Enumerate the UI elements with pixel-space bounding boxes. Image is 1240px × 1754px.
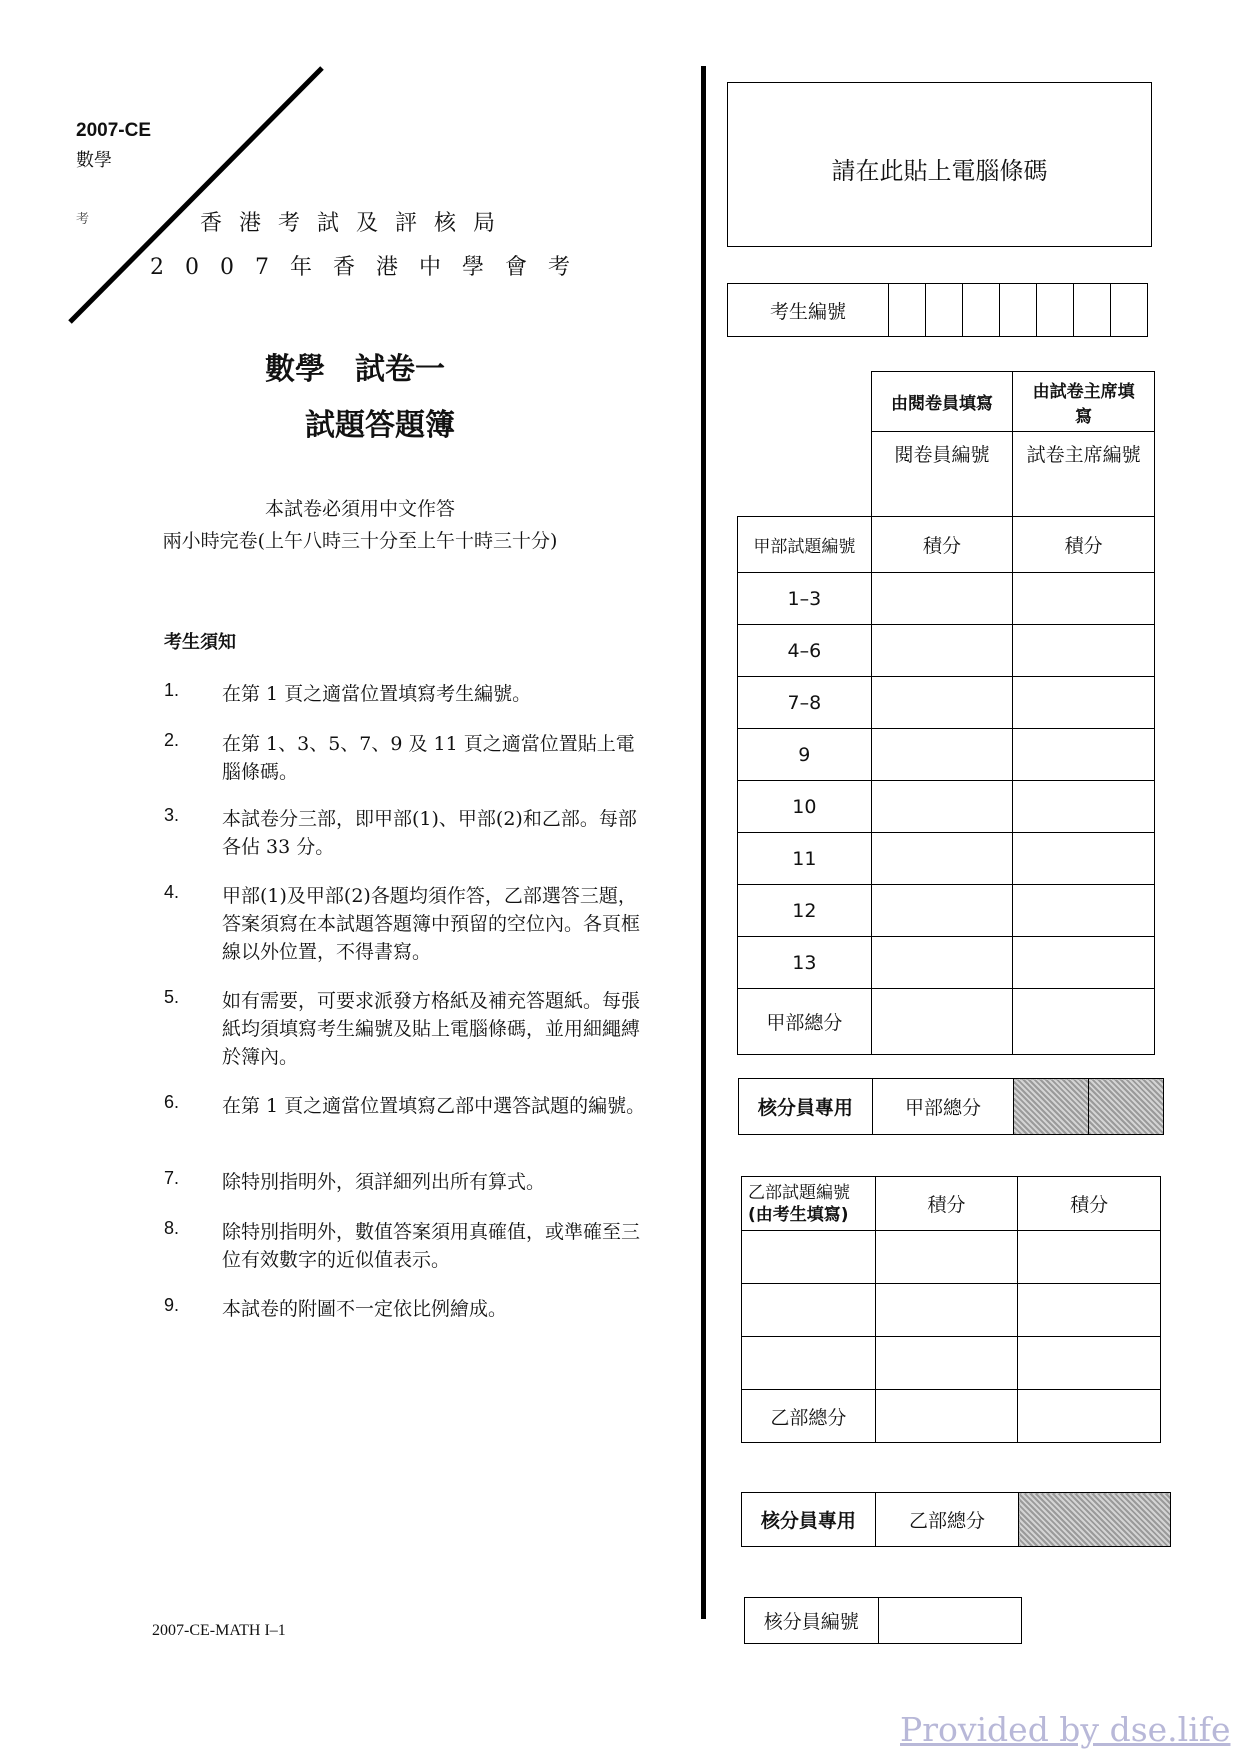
section-b-total-label: 乙部總分	[742, 1390, 876, 1443]
paper-title: 數學 試卷一	[265, 352, 445, 387]
checker-b-table	[741, 1492, 1171, 1547]
chief-number-label: 試卷主席編號	[1026, 444, 1141, 466]
diagonal-rule	[60, 60, 330, 330]
shaded-cell	[1014, 1079, 1089, 1135]
page-footer: 2007-CE-MATH I–1	[152, 1622, 286, 1639]
section-b-question-header	[742, 1177, 876, 1231]
mark-cell[interactable]	[871, 781, 1013, 833]
section-b-header-line2: (由考生填寫)	[748, 1204, 849, 1225]
mark-cell[interactable]	[1013, 781, 1155, 833]
instruction-number: 3.	[164, 805, 180, 825]
instruction-text: 本試卷分三部，即甲部(1)、甲部(2)和乙部。每部各佔 33 分。	[222, 808, 637, 858]
chief-column-header: 由試卷主席填寫	[1013, 372, 1155, 432]
question-number-cell[interactable]	[742, 1337, 876, 1390]
instruction-text: 本試卷的附圖不一定依比例繪成。	[222, 1298, 508, 1320]
mark-cell[interactable]	[871, 625, 1013, 677]
instruction-text: 除特別指明外，數值答案須用真確值，或準確至三位有效數字的近似值表示。	[222, 1221, 641, 1271]
booklet-title: 試題答題簿	[305, 408, 455, 443]
instruction-item	[164, 680, 654, 710]
question-number-cell[interactable]	[742, 1231, 876, 1284]
section-a-marks-table	[737, 371, 1155, 1055]
marker-column-header: 由閱卷員填寫	[871, 372, 1013, 432]
mark-cell[interactable]	[875, 1337, 1018, 1390]
question-row-label: 12	[738, 885, 872, 937]
checker-label: 核分員專用	[742, 1493, 876, 1547]
instruction-number: 2.	[164, 730, 180, 750]
subject-short: 數學	[76, 150, 112, 171]
question-row-label: 11	[738, 833, 872, 885]
instruction-number: 5.	[164, 987, 180, 1007]
instruction-item	[164, 1295, 654, 1325]
mark-cell[interactable]	[871, 833, 1013, 885]
checker-number-table	[744, 1597, 1022, 1644]
mark-cell[interactable]	[1013, 729, 1155, 781]
marker-number-label: 閱卷員編號	[894, 444, 990, 466]
instruction-number: 8.	[164, 1218, 180, 1238]
authority-name: 香港考試及評核局	[200, 211, 513, 236]
mark-cell[interactable]	[875, 1284, 1018, 1337]
section-a-total-label: 甲部總分	[738, 989, 872, 1055]
instruction-item	[164, 882, 654, 972]
mark-cell[interactable]	[1013, 677, 1155, 729]
exam-name: 2007年香港中學會考	[150, 255, 591, 280]
shaded-cell	[1089, 1079, 1164, 1135]
instruction-item	[164, 730, 654, 790]
instruction-text: 如有需要，可要求派發方格紙及補充答題紙。每張紙均須填寫考生編號及貼上電腦條碼，並用細繩縛於簿內。	[222, 990, 641, 1068]
total-cell[interactable]	[1013, 989, 1155, 1055]
marks-header: 積分	[871, 517, 1013, 573]
mark-cell[interactable]	[1018, 1231, 1161, 1284]
digit-box[interactable]	[1000, 284, 1037, 336]
digit-box[interactable]	[963, 284, 1000, 336]
mark-cell[interactable]	[1013, 937, 1155, 989]
mark-cell[interactable]	[1013, 885, 1155, 937]
time-note: 兩小時完卷(上午八時三十分至上午十時三十分)	[162, 530, 558, 552]
checker-label: 核分員專用	[739, 1079, 873, 1135]
total-cell[interactable]	[871, 989, 1013, 1055]
instruction-text: 甲部(1)及甲部(2)各題均須作答，乙部選答三題，答案須寫在本試題答題簿中預留的空位內。各頁框線以外位置，不得書寫。	[222, 885, 641, 963]
instruction-number: 9.	[164, 1295, 180, 1315]
digit-box[interactable]	[1037, 284, 1074, 336]
mark-cell[interactable]	[1013, 625, 1155, 677]
question-row-label: 13	[738, 937, 872, 989]
language-note: 本試卷必須用中文作答	[264, 498, 455, 520]
digit-box[interactable]	[889, 284, 926, 336]
question-row-label: 7–8	[738, 677, 872, 729]
chief-number-cell[interactable]	[1013, 432, 1155, 517]
marks-header: 積分	[1013, 517, 1155, 573]
instruction-number: 4.	[164, 882, 180, 902]
instruction-number: 6.	[164, 1092, 180, 1112]
digit-box[interactable]	[1074, 284, 1111, 336]
instructions-heading: 考生須知	[164, 632, 236, 653]
mark-cell[interactable]	[1013, 573, 1155, 625]
checker-a-table	[738, 1078, 1164, 1135]
instruction-number: 1.	[164, 680, 180, 700]
marks-header: 積分	[1018, 1177, 1161, 1231]
mark-cell[interactable]	[871, 937, 1013, 989]
question-row-label: 9	[738, 729, 872, 781]
checker-number-cell[interactable]	[878, 1598, 1021, 1644]
total-cell[interactable]	[1018, 1390, 1161, 1443]
instruction-text: 在第 1 頁之適當位置填寫乙部中選答試題的編號。	[222, 1095, 646, 1117]
question-row-label: 4–6	[738, 625, 872, 677]
side-label: 考	[76, 212, 90, 227]
section-b-marks-table	[741, 1176, 1161, 1443]
question-row-label: 1–3	[738, 573, 872, 625]
instruction-text: 在第 1、3、5、7、9 及 11 頁之適當位置貼上電腦條碼。	[222, 733, 635, 783]
mark-cell[interactable]	[871, 573, 1013, 625]
mark-cell[interactable]	[871, 677, 1013, 729]
mark-cell[interactable]	[871, 885, 1013, 937]
barcode-box	[727, 82, 1152, 247]
instruction-item	[164, 987, 654, 1077]
question-number-header: 甲部試題編號	[738, 517, 872, 573]
total-cell[interactable]	[875, 1390, 1018, 1443]
column-divider	[701, 66, 706, 1619]
instruction-item	[164, 805, 654, 865]
marker-number-cell[interactable]	[871, 432, 1013, 517]
mark-cell[interactable]	[871, 729, 1013, 781]
mark-cell[interactable]	[1018, 1284, 1161, 1337]
question-row-label: 10	[738, 781, 872, 833]
barcode-label: 請在此貼上電腦條碼	[831, 157, 1048, 185]
digit-box[interactable]	[1111, 284, 1147, 336]
mark-cell[interactable]	[875, 1231, 1018, 1284]
question-number-cell[interactable]	[742, 1284, 876, 1337]
checker-number-label: 核分員編號	[745, 1598, 879, 1644]
candidate-number-label: 考生編號	[728, 284, 889, 336]
candidate-number-field[interactable]	[727, 283, 1148, 337]
section-b-header-line1: 乙部試題編號	[748, 1182, 850, 1203]
instruction-item	[164, 1092, 654, 1152]
checker-total-label: 乙部總分	[875, 1493, 1019, 1547]
checker-total-label: 甲部總分	[872, 1079, 1014, 1135]
marks-header: 積分	[875, 1177, 1018, 1231]
mark-cell[interactable]	[1013, 833, 1155, 885]
shaded-cell	[1019, 1493, 1171, 1547]
instruction-number: 7.	[164, 1168, 180, 1188]
instruction-item	[164, 1168, 654, 1198]
watermark: Provided by dse.life	[900, 1710, 1231, 1749]
instruction-item	[164, 1218, 654, 1278]
instruction-text: 除特別指明外，須詳細列出所有算式。	[222, 1171, 546, 1193]
digit-box[interactable]	[926, 284, 963, 336]
mark-cell[interactable]	[1018, 1337, 1161, 1390]
instruction-text: 在第 1 頁之適當位置填寫考生編號。	[222, 683, 532, 705]
paper-code: 2007-CE	[76, 120, 151, 141]
